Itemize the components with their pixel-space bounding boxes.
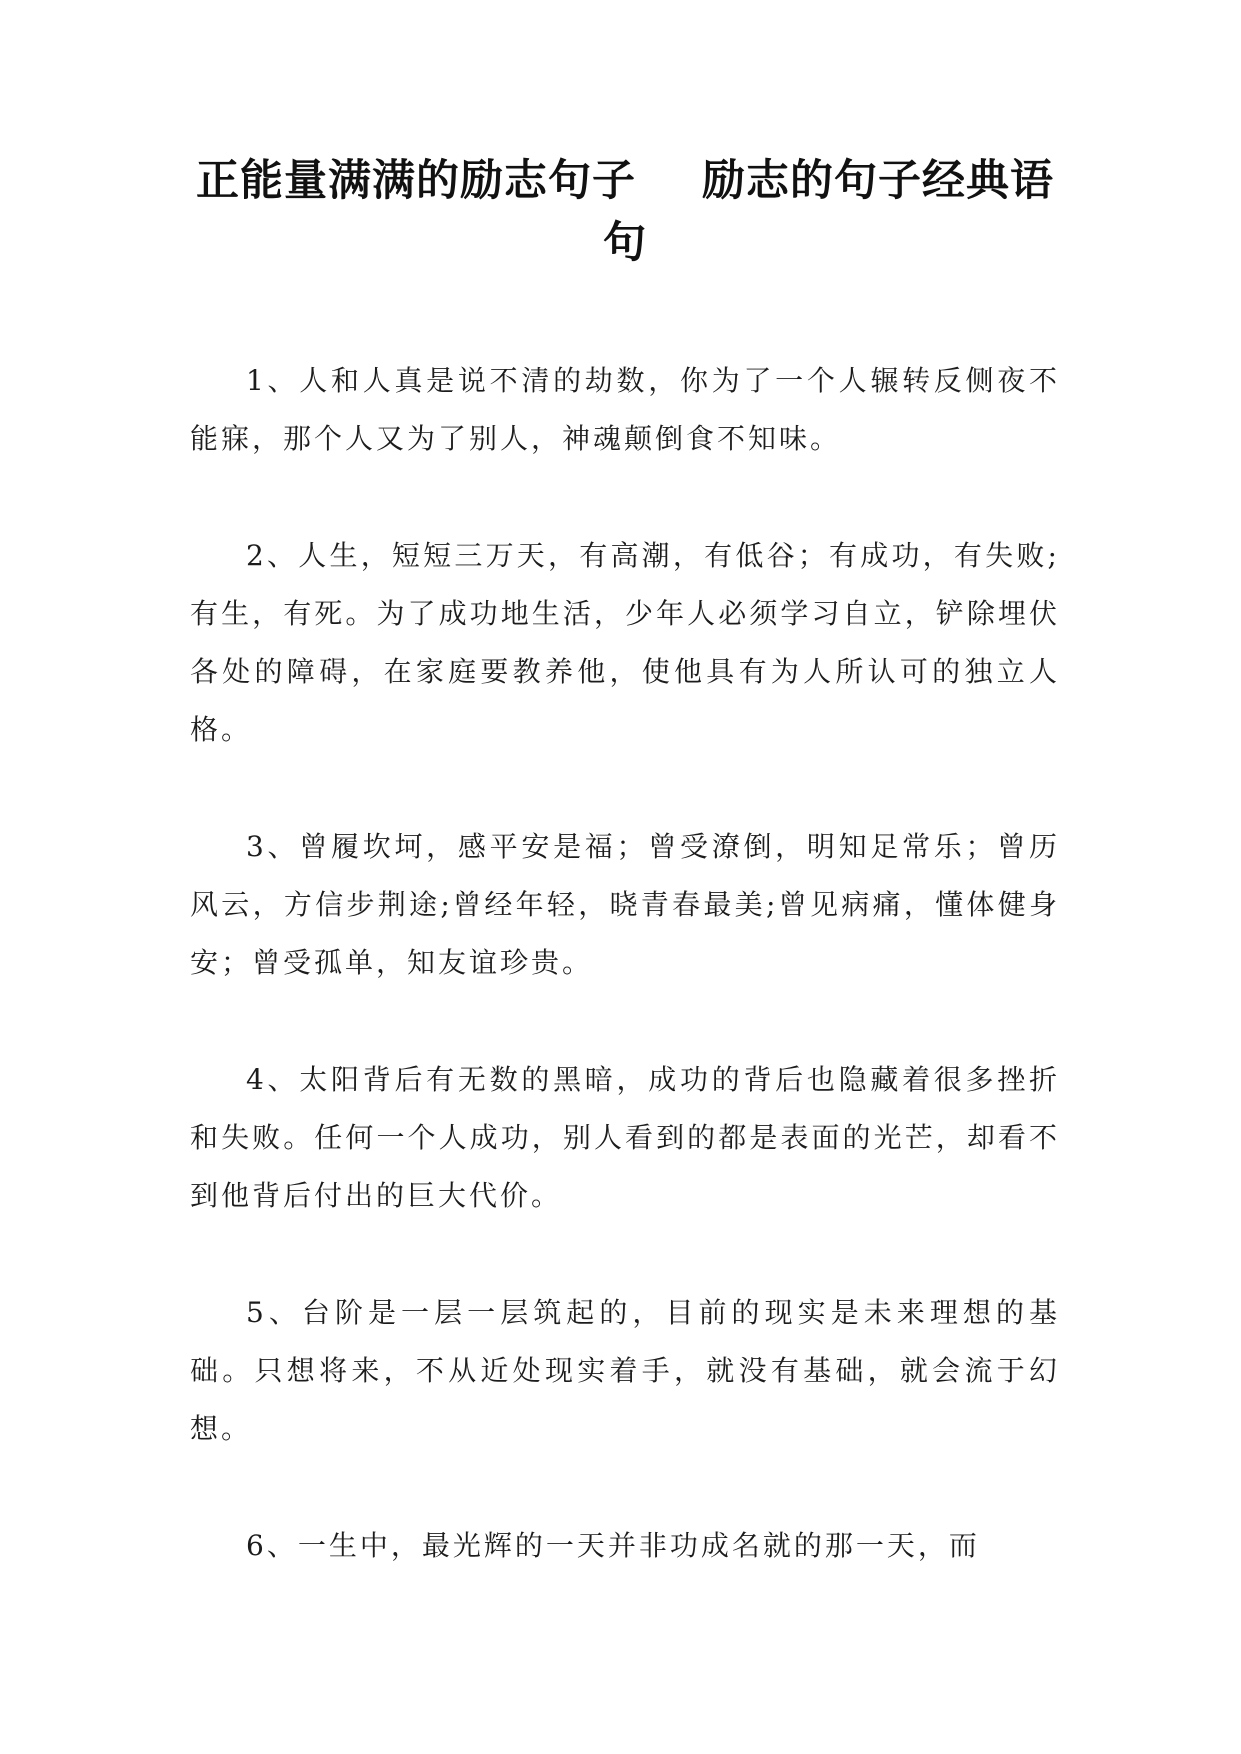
paragraph-3: 3、曾履坎坷，感平安是福；曾受潦倒，明知足常乐；曾历风云，方信步荆途;曾经年轻，晓青春最美;曾见病痛，懂体健身安；曾受孤单，知友谊珍贵。	[190, 830, 1060, 979]
title-part-2: 励志的句子经典语句	[603, 156, 1054, 268]
paragraph-2: 2、人生，短短三万天，有高潮，有低谷；有成功，有失败;有生，有死。为了成功地生活，少年人必须学习自立，铲除埋伏各处的障碍，在家庭要教养他，使他具有为人所认可的独立人格。	[190, 539, 1060, 746]
title-part-1: 正能量满满的励志句子	[196, 156, 636, 206]
paragraph-5: 5、台阶是一层一层筑起的，目前的现实是未来理想的基础。只想将来，不从近处现实着手，就没有基础，就会流于幻想。	[190, 1296, 1060, 1445]
paragraph-4: 4、太阳背后有无数的黑暗，成功的背后也隐藏着很多挫折和失败。任何一个人成功，别人看到的都是表面的光芒，却看不到他背后付出的巨大代价。	[190, 1063, 1060, 1212]
document-body	[190, 352, 1060, 1634]
paragraph-1: 1、人和人真是说不清的劫数，你为了一个人辗转反侧夜不能寐，那个人又为了别人，神魂颠倒食不知味。	[190, 364, 1060, 455]
document-title	[190, 150, 1060, 274]
paragraph-6: 6、一生中，最光辉的一天并非功成名就的那一天，而	[246, 1529, 980, 1562]
